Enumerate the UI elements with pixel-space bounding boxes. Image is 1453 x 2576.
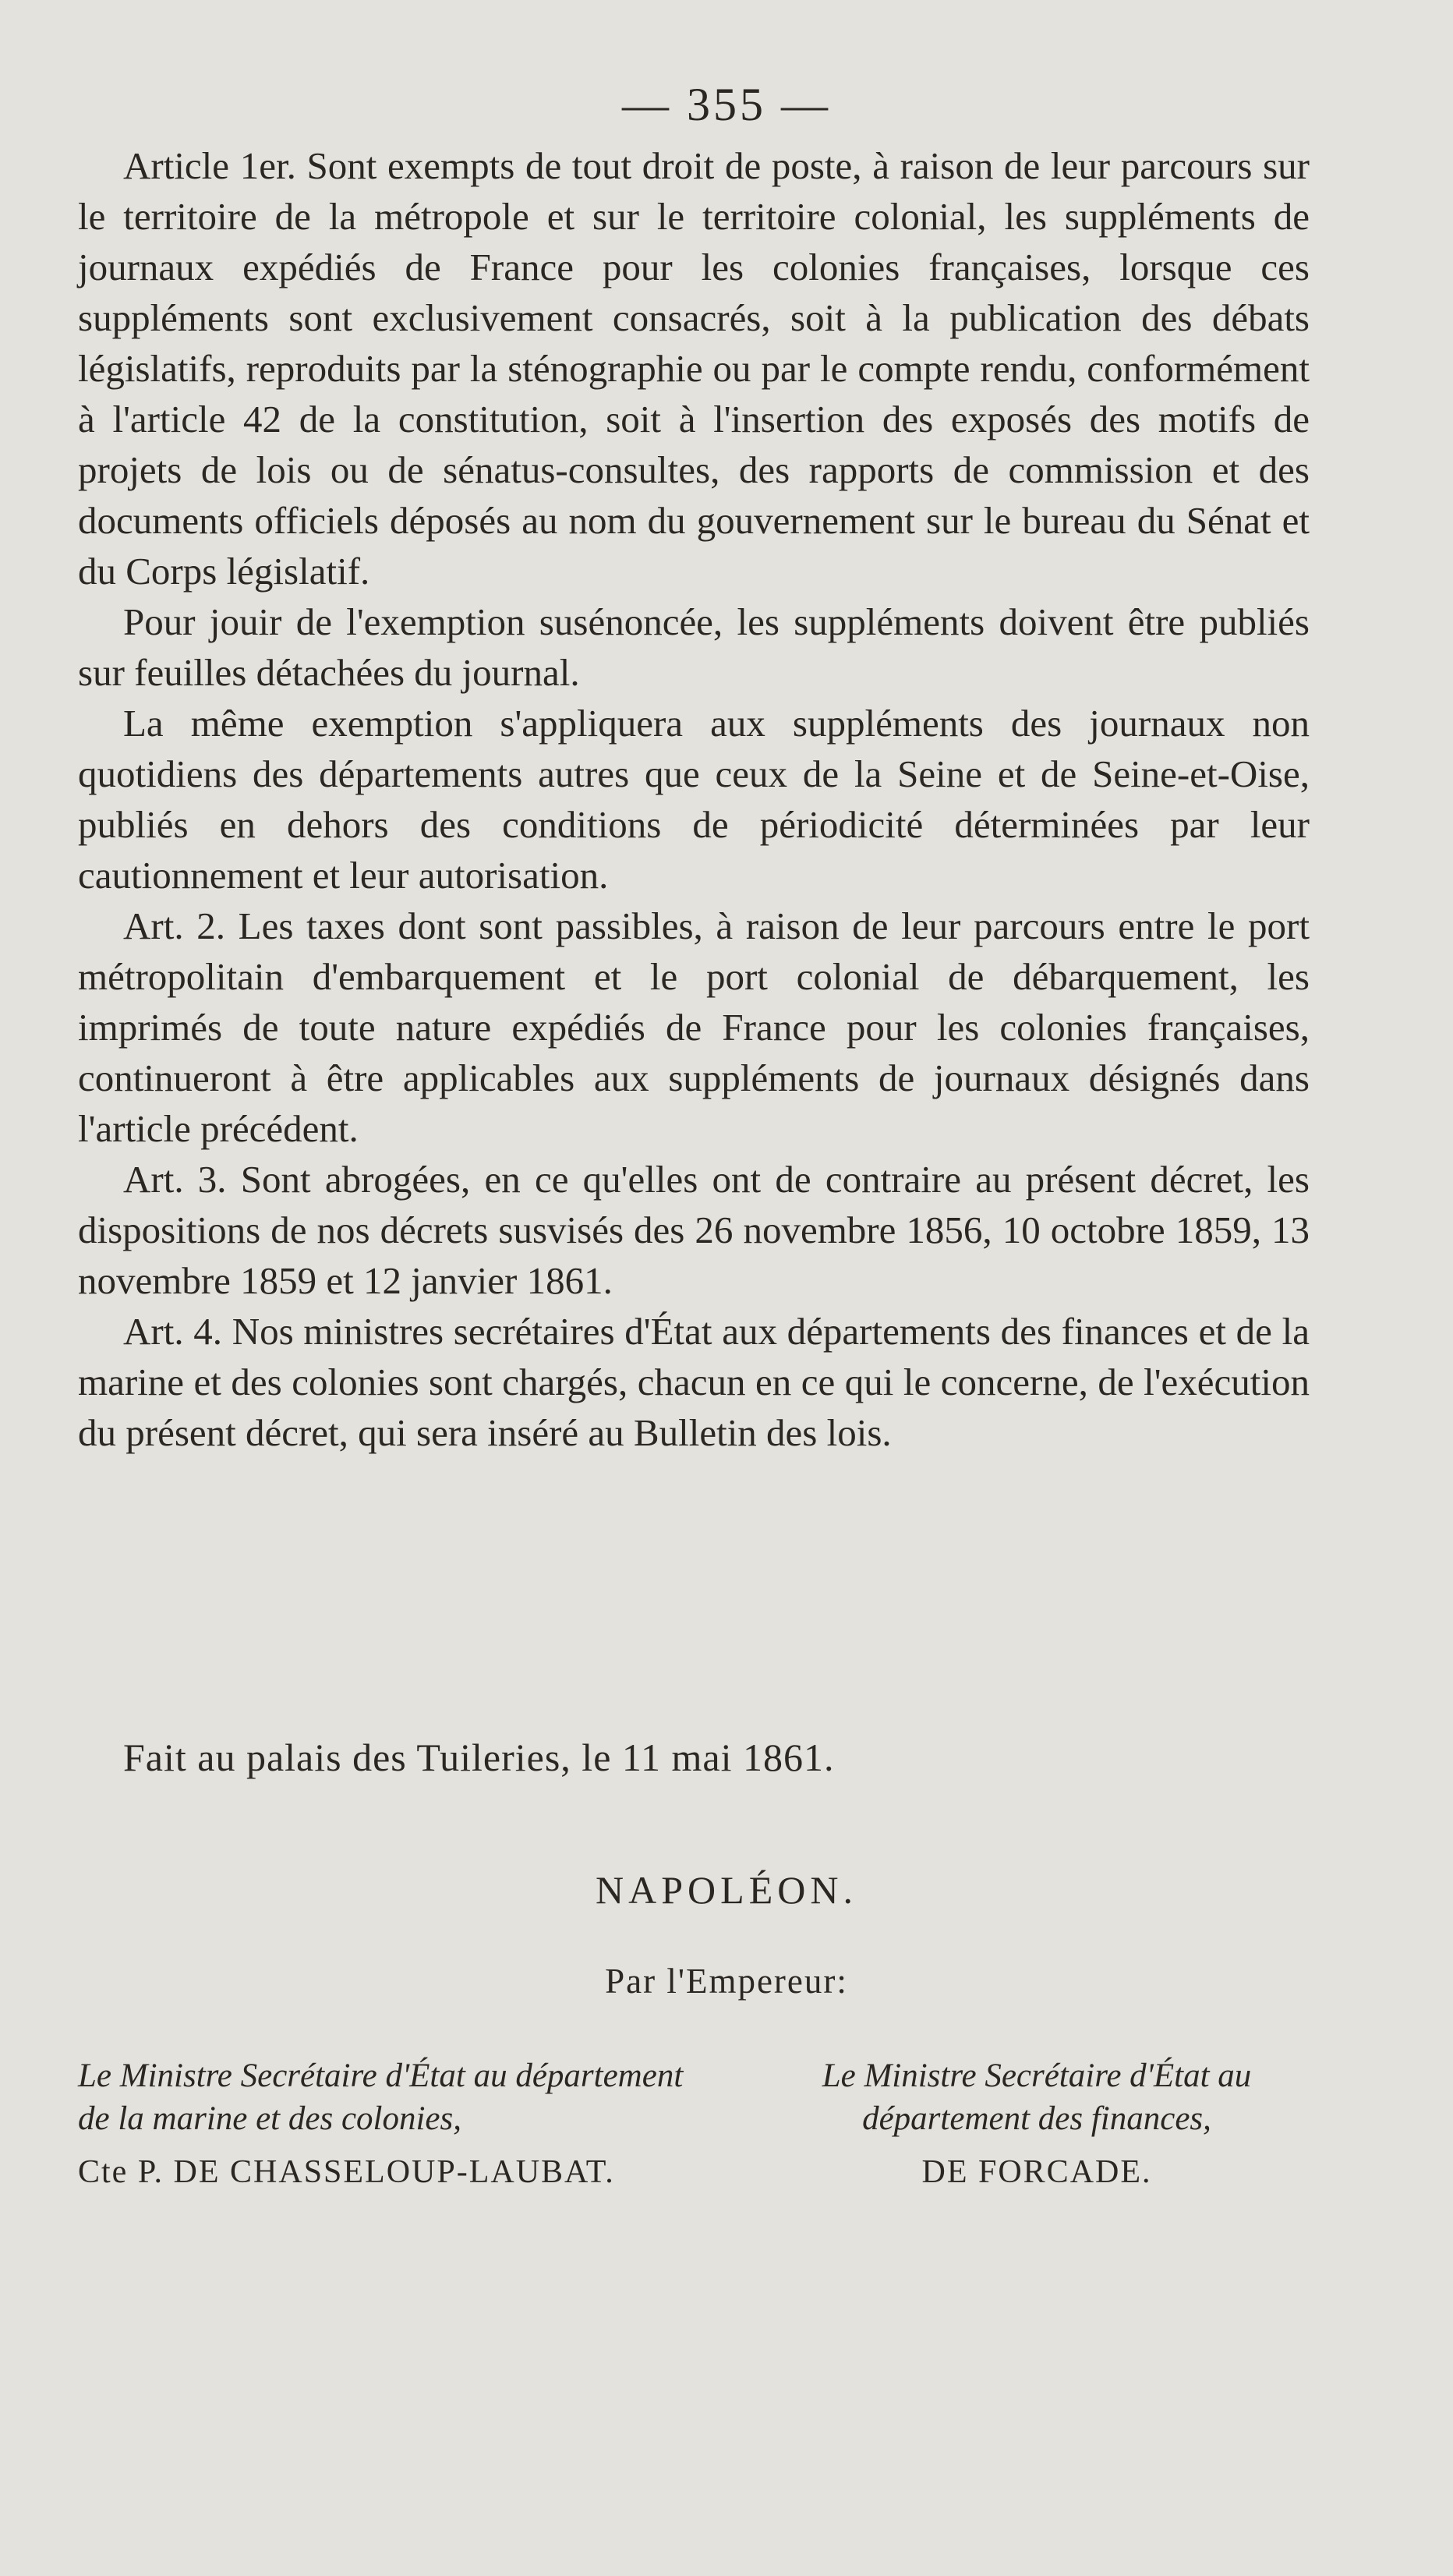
signature-napoleon: NAPOLÉON. [596, 1868, 857, 1912]
minister-left-title: Le Ministre Secrétaire d'État au département de la marine et des colonies, [78, 2058, 684, 2137]
minister-left-block [78, 2054, 702, 2194]
paragraph-exemption-condition: Pour jouir de l'exemption susénoncée, les suppléments doivent être publiés sur feuilles détachées du journal. [78, 600, 1310, 694]
page-number: — 355 — [622, 79, 831, 130]
minister-left-name: Cte P. DE CHASSELOUP-LAUBAT. [78, 2154, 615, 2190]
par-l-empereur: Par l'Empereur: [605, 1962, 848, 2001]
minister-right-block [748, 2054, 1325, 2194]
date-line: Fait au palais des Tuileries, le 11 mai 1861. [123, 1736, 835, 1779]
minister-right-title: Le Ministre Secrétaire d'État au département des finances, [822, 2058, 1252, 2137]
paragraph-article-2: Art. 2. Les taxes dont sont passibles, à raison de leur parcours entre le port métropolitain d'embarquement et le port colonial de débarquement, les imprimés de toute nature expédiés de France pour les colonies françaises, continueront à être applicables aux suppléments de journaux désignés dans l'article précédent. [78, 904, 1310, 1150]
paragraph-exemption-extension: La même exemption s'appliquera aux suppléments des journaux non quotidiens des départements autres que ceux de la Seine et de Seine-et-Oise, publiés en dehors des conditions de périodicité déterminées par leur cautionnement et leur autorisation. [78, 702, 1310, 897]
decree-text [78, 140, 1310, 1458]
paragraph-article-3: Art. 3. Sont abrogées, en ce qu'elles ont de contraire au présent décret, les dispositions de nos décrets susvisés des 26 novembre 1856, 10 octobre 1859, 13 novembre 1859 et 12 janvier 1861. [78, 1158, 1310, 1302]
minister-right-name: DE FORCADE. [921, 2154, 1152, 2190]
paragraph-article-4: Art. 4. Nos ministres secrétaires d'État aux départements des finances et de la marine et des colonies sont chargés, chacun en ce qui le concerne, de l'exécution du présent décret, qui sera inséré au Bulletin des lois. [78, 1310, 1310, 1454]
paragraph-article-1: Article 1er. Sont exempts de tout droit de poste, à raison de leur parcours sur le territoire de la métropole et sur le territoire colonial, les suppléments de journaux expédiés de France pour les colonies françaises, lorsque ces suppléments sont exclusivement consacrés, soit à la publication des débats législatifs, reproduits par la sténographie ou par le compte rendu, conformément à l'article 42 de la constitution, soit à l'insertion des exposés des motifs de projets de lois ou de sénatus-consultes, des rapports de commission et des documents officiels déposés au nom du gouvernement sur le bureau du Sénat et du Corps législatif. [78, 144, 1310, 593]
